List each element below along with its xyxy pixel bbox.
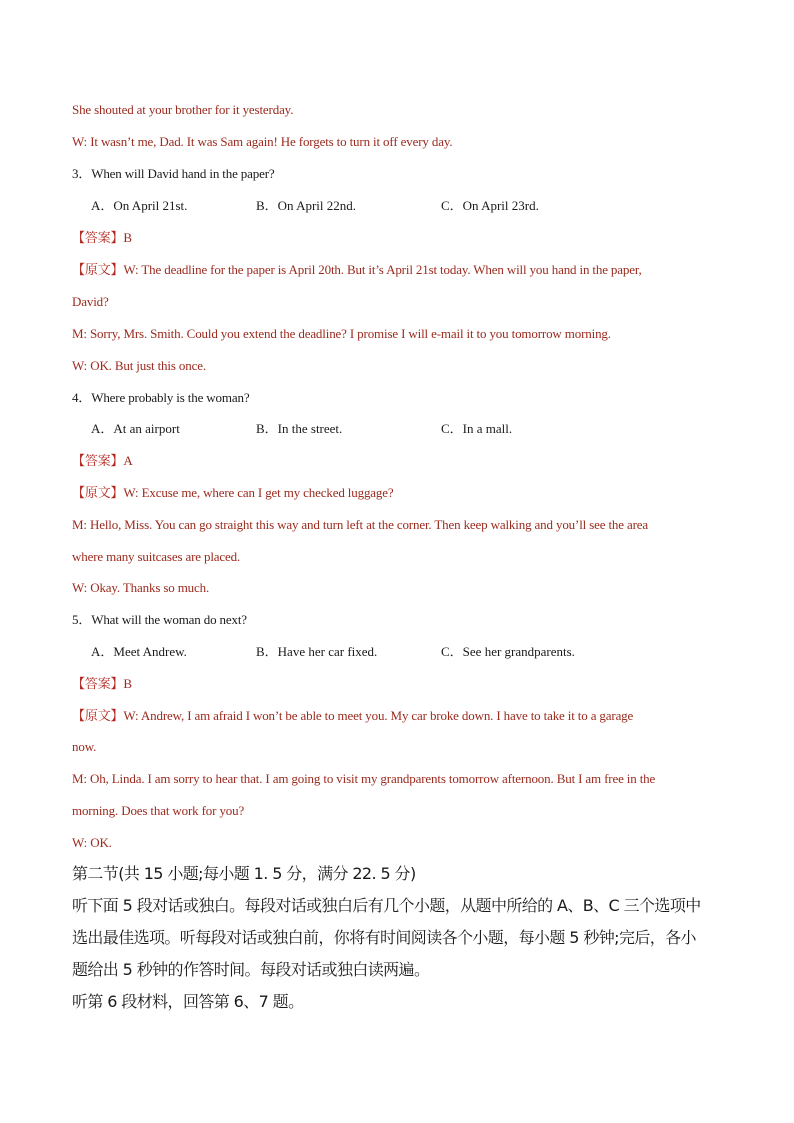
q4-script-line: where many suitcases are placed. (72, 549, 241, 564)
q3-script-line: W: OK. But just this once. (72, 358, 206, 373)
q5-script-line: W: OK. (72, 835, 112, 850)
section-instruction: 听下面 5 段对话或独白。每段对话或独白后有几个小题，从题中所给的 A、B、C 三个选项中 (72, 896, 701, 915)
q4-option-c: C．In a mall. (441, 421, 513, 436)
answer-value: B (123, 230, 132, 245)
answer-value: B (123, 676, 132, 691)
q5-option-c: C．See her grandparents. (441, 644, 575, 659)
section-instruction: 题给出 5 秒钟的作答时间。每段对话或独白读两遍。 (72, 960, 430, 979)
q5-script-line (72, 708, 724, 724)
q3-option-a: A．On April 21st. (91, 198, 188, 213)
q5-script-line: now. (72, 739, 97, 754)
q5-script-line: M: Oh, Linda. I am sorry to hear that. I am going to visit my grandparents tomorrow afternoon. But I am free in the (72, 771, 656, 786)
dialogue-line: She shouted at your brother for it yesterday. (72, 102, 294, 117)
dialogue-line: W: It wasn’t me, Dad. It was Sam again! He forgets to turn it off every day. (72, 134, 453, 149)
q5-script-line: morning. Does that work for you? (72, 803, 245, 818)
answer-tag: 【答案】 (72, 453, 124, 468)
q4-option-b: B．In the street. (256, 421, 343, 436)
answer-tag: 【答案】 (72, 230, 124, 245)
script-text: W: Andrew, I am afraid I won’t be able to meet you. My car broke down. I have to take it to a garage (123, 708, 634, 723)
q3-script-line: M: Sorry, Mrs. Smith. Could you extend the deadline? I promise I will e-mail it to you tomorrow morning. (72, 326, 611, 341)
q4-script-line: M: Hello, Miss. You can go straight this way and turn left at the corner. Then keep walking and you’ll see the area (72, 517, 649, 532)
section-instruction: 选出最佳选项。听每段对话或独白前，你将有时间阅读各个小题，每小题 5 秒钟;完后，各小 (72, 928, 696, 947)
q3-option-b: B．On April 22nd. (256, 198, 357, 213)
q5-answer (72, 676, 724, 692)
script-tag: 【原文】 (72, 485, 124, 500)
q3-script-line (72, 262, 724, 278)
q5-option-a: A．Meet Andrew. (91, 644, 187, 659)
q3-answer (72, 230, 724, 246)
question-3: 3．When will David hand in the paper? (72, 166, 275, 181)
q4-option-a: A．At an airport (91, 421, 180, 436)
section-heading: 第二节(共 15 小题;每小题 1. 5 分，满分 22. 5 分) (72, 864, 416, 883)
script-text: W: The deadline for the paper is April 20th. But it’s April 21st today. When will you hand in the paper, (123, 262, 642, 277)
question-5: 5．What will the woman do next? (72, 612, 247, 627)
answer-value: A (123, 453, 133, 468)
section-instruction: 听第 6 段材料，回答第 6、7 题。 (72, 992, 304, 1011)
script-tag: 【原文】 (72, 262, 124, 277)
question-4: 4．Where probably is the woman? (72, 390, 250, 405)
q4-answer (72, 453, 724, 469)
q3-script-line: David? (72, 294, 109, 309)
script-text: W: Excuse me, where can I get my checked luggage? (123, 485, 394, 500)
q5-option-b: B．Have her car fixed. (256, 644, 378, 659)
q4-script-line: W: Okay. Thanks so much. (72, 580, 210, 595)
q4-script-line (72, 485, 724, 501)
q3-option-c: C．On April 23rd. (441, 198, 539, 213)
script-tag: 【原文】 (72, 708, 124, 723)
answer-tag: 【答案】 (72, 676, 124, 691)
